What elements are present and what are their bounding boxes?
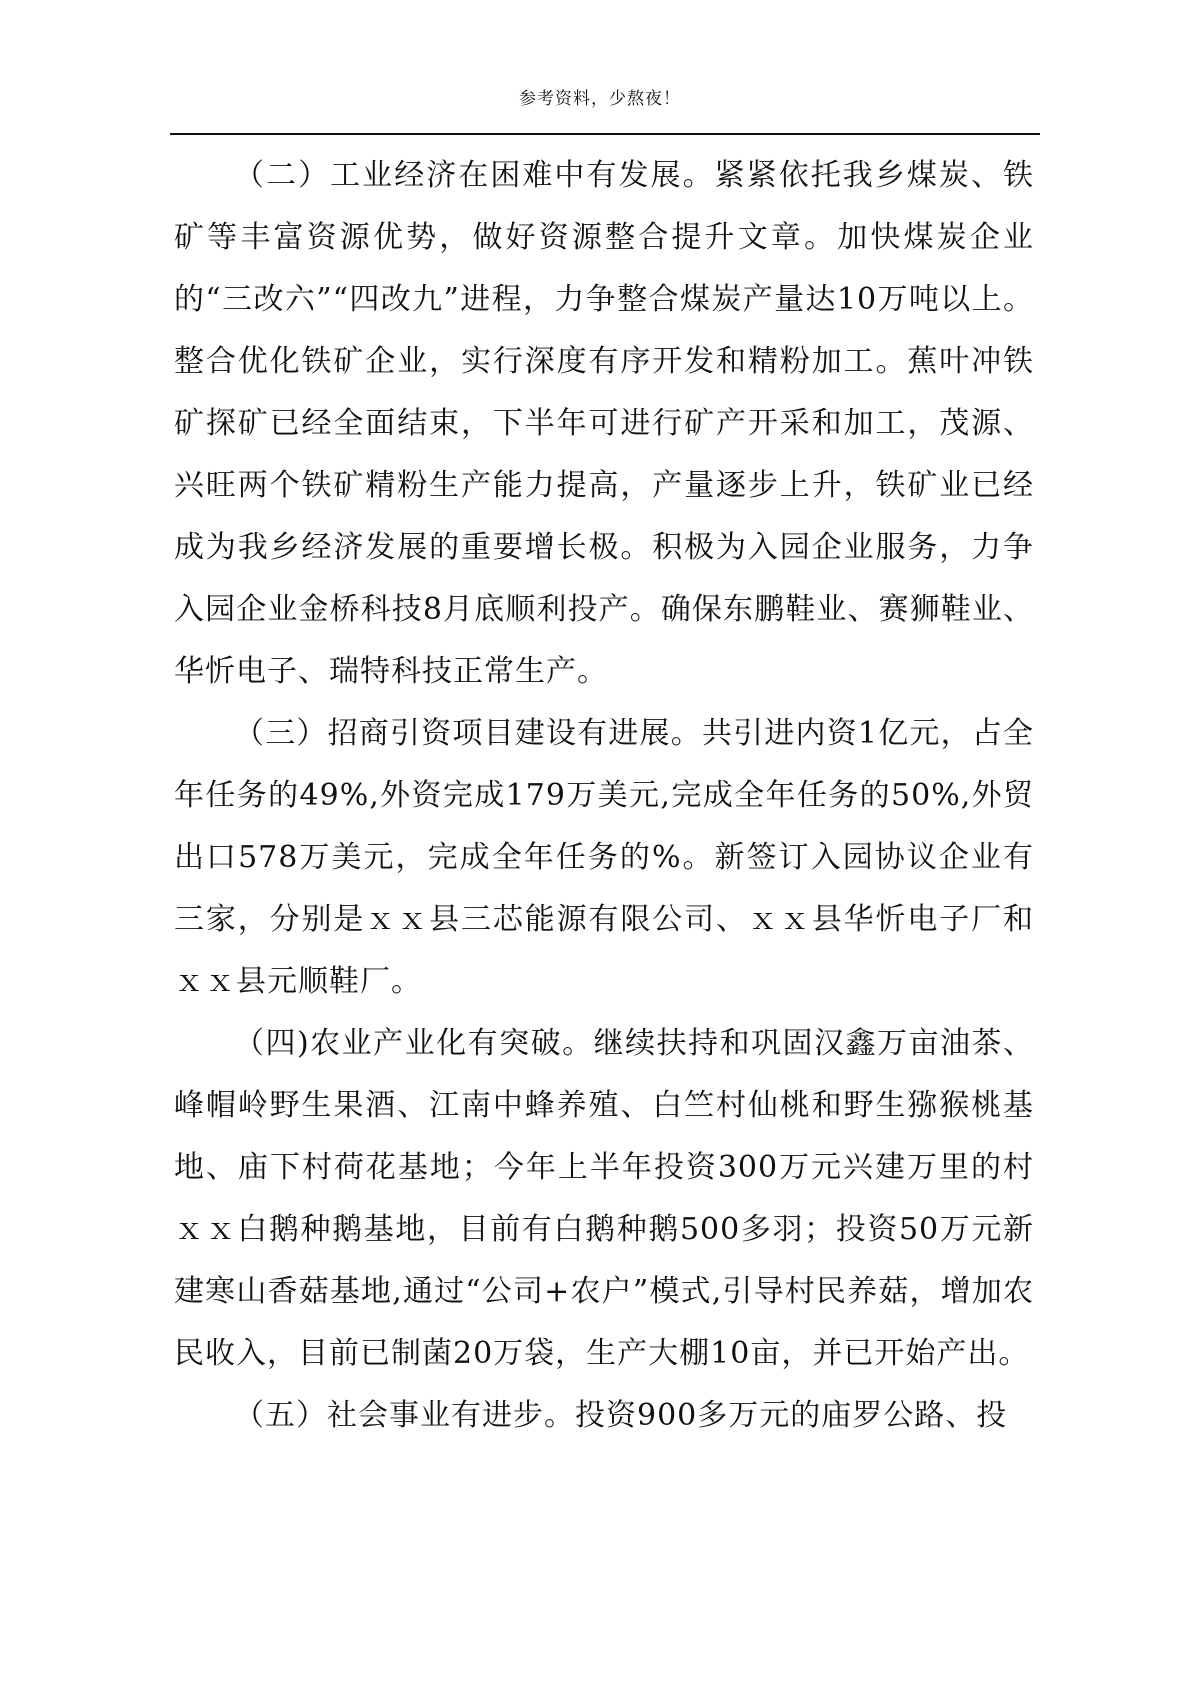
page-header: 参考资料，少熬夜！ — [519, 89, 681, 109]
paragraph-investment-attraction: （三）招商引资项目建设有进展。共引进内资1亿元，占全年任务的49%,外资完成179万美元,完成全年任务的50%,外贸出口578万美元，完成全年任务的%。新签订入园协议企业有三家，分别是ｘｘ县三芯能源有限公司、ｘｘ县华忻电子厂和ｘｘ县元顺鞋厂。 — [174, 716, 1034, 999]
paragraph-agriculture: （四)农业产业化有突破。继续扶持和巩固汉鑫万亩油茶、峰帽岭野生果酒、江南中蜂养殖、白竺村仙桃和野生猕猴桃基地、庙下村荷花基地；今年上半年投资300万元兴建万里的村ｘｘ白鹅种鹅基地，目前有白鹅种鹅500多羽；投资50万元新建寒山香菇基地,通过“公司+农户”模式,引导村民养菇，增加农民收入，目前已制菌20万袋，生产大棚10亩，并已开始产出。 — [174, 1026, 1034, 1371]
header-divider — [170, 133, 1040, 135]
paragraph-social-affairs: （五）社会事业有进步。投资900多万元的庙罗公路、投 — [234, 1398, 1008, 1433]
paragraph-industrial-economy: （二）工业经济在困难中有发展。紧紧依托我乡煤炭、铁矿等丰富资源优势，做好资源整合提升文章。加快煤炭企业的“三改六”“四改九”进程，力争整合煤炭产量达10万吨以上。整合优化铁矿企业，实行深度有序开发和精粉加工。蕉叶冲铁矿探矿已经全面结束，下半年可进行矿产开采和加工，茂源、兴旺两个铁矿精粉生产能力提高，产量逐步上升，铁矿业已经成为我乡经济发展的重要增长极。积极为入园企业服务，力争入园企业金桥科技8月底顺利投产。确保东鹏鞋业、赛狮鞋业、华忻电子、瑞特科技正常生产。 — [174, 158, 1034, 689]
document-body — [174, 145, 1034, 1447]
